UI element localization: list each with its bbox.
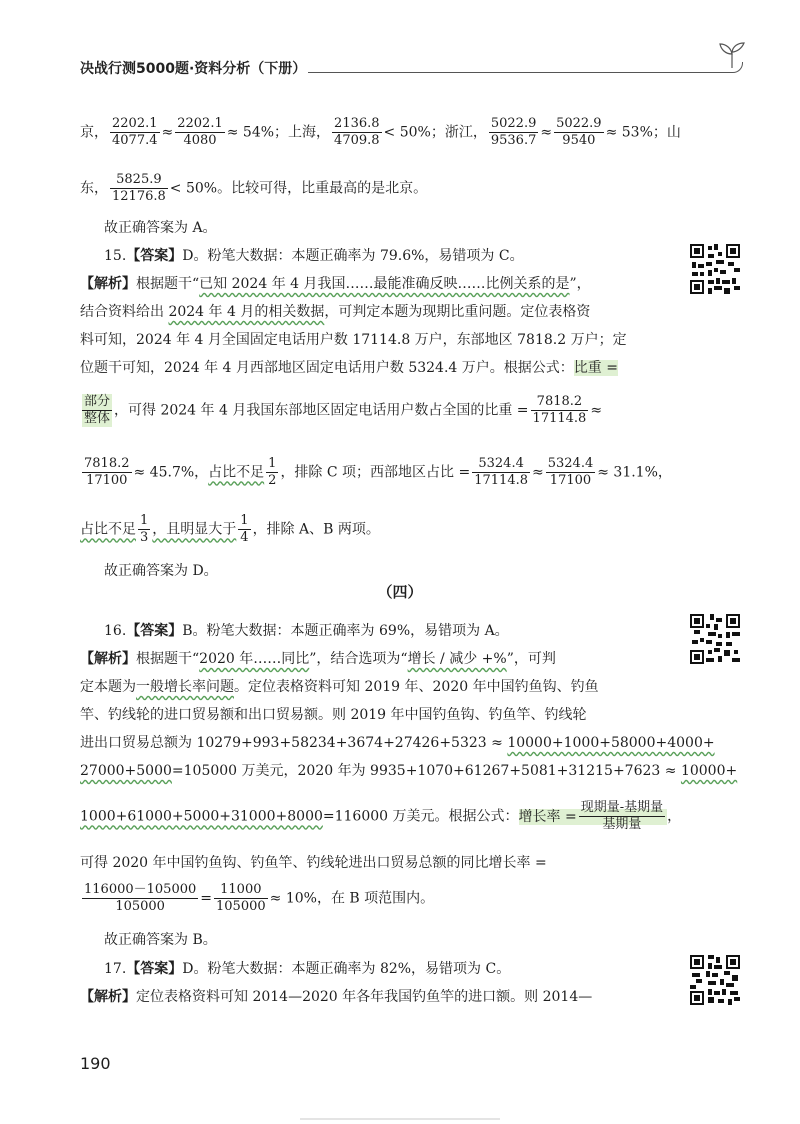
q16-analysis-3: 竿、钓线轮的进口贸易额和出口贸易额。则 2019 年中国钓鱼钩、钓鱼竿、钓线轮 — [80, 707, 587, 723]
fraction: $\frac{116000-105000}{105000}$ — [84, 882, 197, 914]
fraction: $\frac{2136.8}{4709.8}$ — [334, 116, 380, 148]
fraction: $\frac{1}{4}$ — [240, 513, 249, 545]
q15-analysis-6: $\frac{7818.2}{17100}$ ≈ 45.7%，占比不足 $\frac{1}{2}$ ，排除 C 项；西部地区占比 = $\frac{5324.4}{17114.8}$ ≈ $\frac{5324.4}{17100}$ ≈ 31.1%， — [84, 456, 672, 488]
q16-answer: 16.【答案】B。粉笔大数据：本题正确率为 69%，易错项为 A。 — [104, 623, 509, 639]
page-number: 190 — [80, 1054, 111, 1073]
q16-analysis-5: 27000+5000=105000 万美元，2020 年为 9935+1070+61267+5081+31215+7623 ≈ 10000+ — [80, 763, 738, 779]
q15-analysis-4: 位题干可知，2024 年 4 月西部地区固定电话用户数 5324.4 万户。根据公式：比重 = — [80, 360, 618, 376]
fraction: $\frac{\text{现期量-基期量}}{\text{基期量}}$ — [580, 800, 664, 832]
bottom-edge — [300, 1118, 500, 1120]
fraction: $\frac{2202.1}{4077.4}$ — [112, 116, 158, 148]
q17-answer: 17.【答案】D。粉笔大数据：本题正确率为 82%，易错项为 C。 — [104, 961, 511, 977]
fraction: $\frac{5022.9}{9536.7}$ — [490, 116, 537, 148]
fraction: $\frac{1}{2}$ — [268, 456, 277, 488]
q16-analysis-8: $\frac{116000-105000}{105000}$ = $\frac{11000}{105000}$ ≈ 10%，在 B 项范围内。 — [84, 882, 435, 914]
fraction: $\frac{5324.4}{17100}$ — [547, 456, 594, 488]
fraction: $\frac{11000}{105000}$ — [216, 882, 266, 914]
running-header: 决战行测5000题·资料分析（下册） — [80, 61, 307, 77]
fraction: $\frac{7818.2}{17114.8}$ — [532, 394, 587, 426]
fraction: $\frac{\text{部分}}{\text{整体}}$ — [84, 394, 111, 426]
q16-analysis-7: 可得 2020 年中国钓鱼钩、钓鱼竿、钓线轮进出口贸易总额的同比增长率 = — [80, 855, 547, 871]
qr-code-icon[interactable] — [690, 614, 740, 664]
q16-analysis-4: 进出口贸易总额为 10279+993+58234+3674+27426+5323 ≈ 10000+1000+58000+4000+ — [80, 735, 715, 751]
q15-analysis-5: $\frac{\text{部分}}{\text{整体}}$ ，可得 2024 年 4 月我国东部地区固定电话用户数占全国的比重 = $\frac{7818.2}{17114.8}$ ≈ — [84, 394, 603, 426]
fraction: $\frac{2202.1}{4080}$ — [177, 116, 223, 148]
q16-analysis-6: 1000+61000+5000+31000+8000=116000 万美元。根据公式：增长率 = $\frac{\text{现期量-基期量}}{\text{基期量}}$ ， — [80, 800, 682, 832]
fraction: $\frac{5825.9}{12176.8}$ — [112, 172, 166, 204]
calc-line-1: 京， $\frac{2202.1}{4077.4}$ ≈ $\frac{2202.1}{4080}$ ≈ 54%；上海， $\frac{2136.8}{4709.8}$ < 50%；浙江， $\frac{5022.9}{9536.7}$ ≈ $\frac{5022.9}{9540}$ ≈ 53%；山 — [80, 116, 681, 148]
q15-analysis-1: 【解析】根据题干“已知 2024 年 4 月我国……最能准确反映……比例关系的是”， — [80, 276, 591, 292]
q15-analysis-3: 料可知，2024 年 4 月全国固定电话用户数 17114.8 万户，东部地区 7818.2 万户；定 — [80, 332, 627, 348]
answer-line: 故正确答案为 B。 — [104, 932, 217, 948]
q15-analysis-7: 占比不足 $\frac{1}{3}$ ，且明显大于 $\frac{1}{4}$ ，排除 A、B 两项。 — [80, 513, 380, 545]
fraction: $\frac{5324.4}{17114.8}$ — [474, 456, 528, 488]
sprout-icon — [717, 42, 747, 68]
fraction: $\frac{5022.9}{9540}$ — [556, 116, 602, 148]
q15-answer: 15.【答案】D。粉笔大数据：本题正确率为 79.6%，易错项为 C。 — [104, 248, 524, 264]
answer-line: 故正确答案为 A。 — [104, 220, 217, 236]
q16-analysis-2: 定本题为一般增长率问题。定位表格资料可知 2019 年、2020 年中国钓鱼钩、钓鱼 — [80, 679, 599, 695]
header-rule — [308, 72, 732, 73]
fraction: $\frac{7818.2}{17100}$ — [84, 456, 130, 488]
calc-line-2: 东， $\frac{5825.9}{12176.8}$ < 50%。比较可得，比重最高的是北京。 — [80, 172, 428, 204]
q15-analysis-2: 结合资料给出 2024 年 4 月的相关数据，可判定本题为现期比重问题。定位表格资 — [80, 304, 591, 320]
section-heading: （四） — [377, 583, 423, 601]
q17-analysis-1: 【解析】定位表格资料可知 2014—2020 年各年我国钓鱼竿的进口额。则 2014— — [80, 989, 593, 1005]
answer-line: 故正确答案为 D。 — [104, 563, 218, 579]
qr-code-icon[interactable] — [690, 955, 740, 1005]
fraction: $\frac{1}{3}$ — [140, 513, 149, 545]
q16-analysis-1: 【解析】根据题干“2020 年……同比”，结合选项为“增长 / 减少 +%”，可判 — [80, 651, 556, 667]
qr-code-icon[interactable] — [690, 244, 740, 294]
